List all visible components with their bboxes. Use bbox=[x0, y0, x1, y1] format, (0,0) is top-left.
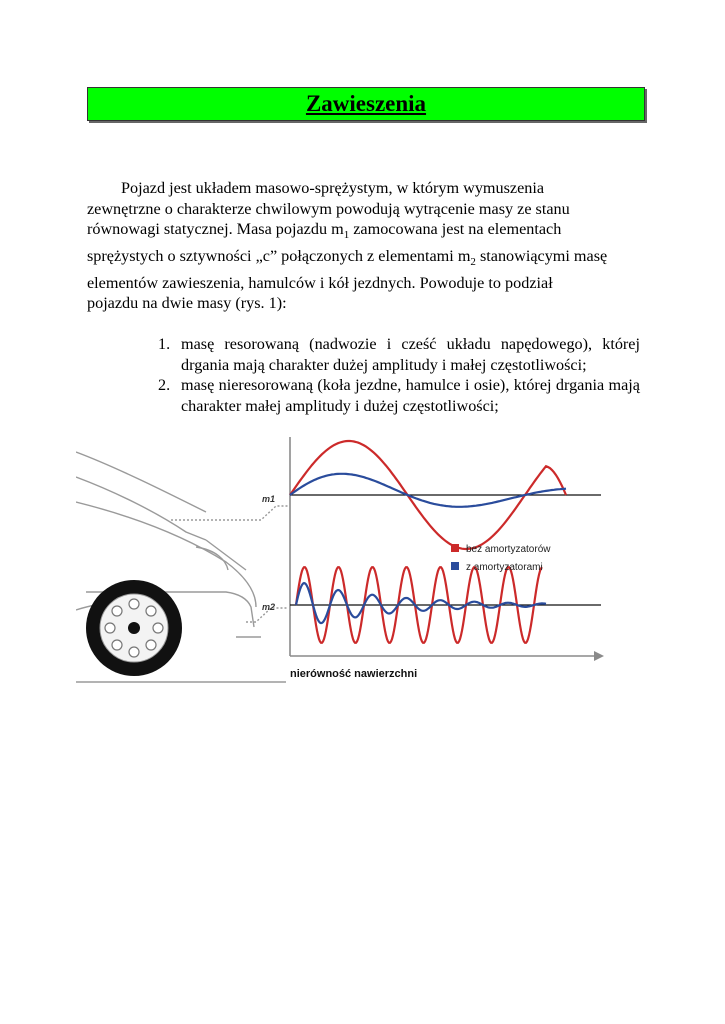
m1-label: m1 bbox=[262, 494, 276, 504]
para-line-5: elementów zawieszenia, hamulców i kół jezdnych. Powoduje to podział bbox=[87, 273, 553, 292]
intro-paragraph bbox=[87, 178, 640, 314]
legend-blue-swatch bbox=[451, 562, 459, 570]
m2-blue-curve bbox=[296, 583, 546, 623]
list-text: masę resorowaną (nadwozie i cześć układu napędowego), której drgania mają charakter dużej amplitudy i małej częstotliwości; bbox=[181, 335, 640, 374]
wheel-icon bbox=[86, 580, 182, 676]
suspension-figure bbox=[76, 432, 606, 688]
page-title: Zawieszenia bbox=[305, 91, 427, 116]
title-box bbox=[87, 87, 645, 121]
list-item bbox=[158, 375, 640, 416]
m1-blue-curve bbox=[290, 474, 566, 507]
axes bbox=[290, 437, 604, 661]
para-line-1: Pojazd jest układem masowo-sprężystym, w którym wymuszenia bbox=[121, 179, 545, 197]
legend-red-swatch bbox=[451, 544, 459, 552]
para-line-2: zewnętrzne o charakterze chwilowym powodują wytrącenie masy ze stanu bbox=[87, 199, 570, 218]
list-text: masę nieresorowaną (koła jezdne, hamulce i osie), której drgania mają charakter małej amplitudy i dużej częstotliwości; bbox=[181, 376, 640, 415]
legend-red-label: bez amortyzatorów bbox=[466, 544, 551, 555]
para-line-4: sprężystych o sztywności „c” połączonych z elementami $m_2$ stanowiącymi masę bbox=[87, 247, 608, 269]
mass-list bbox=[158, 334, 640, 416]
m2-label: m2 bbox=[262, 602, 276, 612]
figure-svg bbox=[76, 432, 606, 688]
para-line-3: równowagi statycznej. Masa pojazdu $m_1$ zamocowana jest na elementach bbox=[87, 220, 562, 242]
para-line-6: pojazdu na dwie masy (rys. 1): bbox=[87, 294, 287, 313]
list-number: 2. bbox=[158, 376, 171, 395]
list-item bbox=[158, 334, 640, 375]
axis-label: nierówność nawierzchni bbox=[290, 668, 418, 680]
list-number: 1. bbox=[158, 335, 171, 353]
legend-blue-label: z amortyzatorami bbox=[466, 562, 543, 573]
